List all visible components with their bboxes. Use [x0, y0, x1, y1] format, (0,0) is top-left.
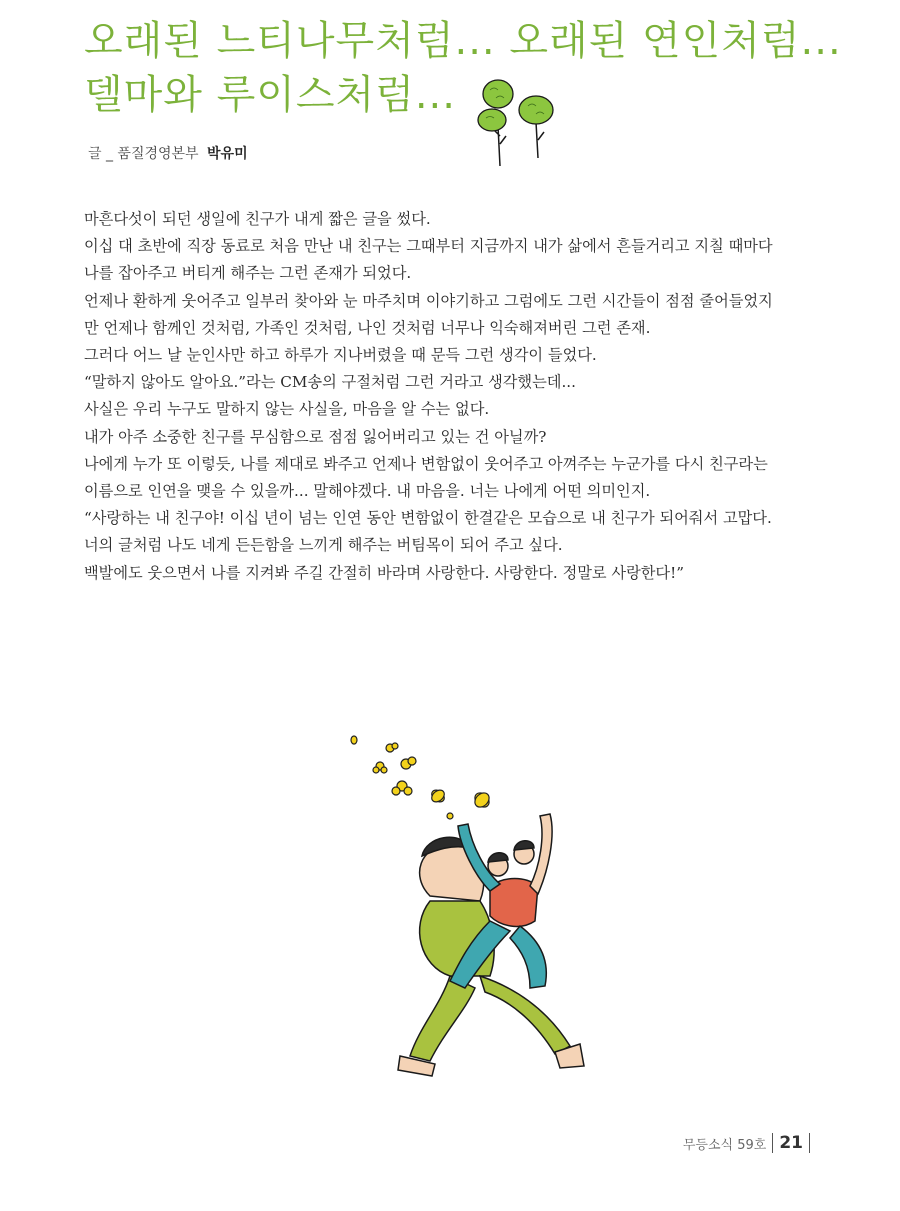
- title-line-1: 오래된 느티나무처럼... 오래된 연인처럼...: [84, 18, 842, 64]
- tree-icon: [476, 74, 566, 170]
- footer-divider: [809, 1133, 810, 1153]
- body-line: 이십 대 초반에 직장 동료로 처음 만난 내 친구는 그때부터 지금까지 내가 삶에서 흔들거리고 지칠 때마다: [84, 237, 773, 256]
- body-line: 나를 잡아주고 버티게 해주는 그런 존재가 되었다.: [84, 264, 412, 283]
- body-line: 언제나 환하게 웃어주고 일부러 찾아와 눈 마주치며 이야기하고 그럼에도 그런 시간들이 점점 줄어들었지: [84, 291, 773, 310]
- page-footer: [683, 1133, 816, 1153]
- body-line: 그러다 어느 날 눈인사만 하고 하루가 지나버렸을 때 문득 그런 생각이 들었다.: [84, 346, 597, 365]
- title-line-2: 델마와 루이스처럼...: [84, 72, 456, 118]
- flower-icons: [351, 736, 492, 819]
- body-line: 내가 아주 소중한 친구를 무심함으로 점점 잃어버리고 있는 건 아닐까?: [84, 427, 547, 446]
- body-line: 마흔다섯이 되던 생일에 친구가 내게 짧은 글을 썼다.: [84, 210, 431, 228]
- article-title: [84, 14, 842, 122]
- byline-author: 박유미: [207, 146, 248, 162]
- body-line: 만 언제나 함께인 것처럼, 가족인 것처럼, 나인 것처럼 너무나 익숙해져버린 그런 존재.: [84, 318, 651, 337]
- article-body: [84, 206, 824, 587]
- byline: [88, 143, 248, 163]
- body-line: 너의 글처럼 나도 네게 든든함을 느끼게 해주는 버팀목이 되어 주고 싶다.: [84, 536, 563, 555]
- body-line: 나에게 누가 또 이렇듯, 나를 제대로 봐주고 언제나 변함없이 웃어주고 아껴주는 누군가를 다시 친구라는: [84, 454, 768, 473]
- footer-divider: [772, 1133, 773, 1153]
- body-line: “말하지 않아도 알아요.”라는 CM송의 구절처럼 그런 거라고 생각했는데...: [84, 373, 576, 392]
- publication-name: 무등소식 59호: [682, 1137, 767, 1153]
- body-line: 이름으로 인연을 맺을 수 있을까... 말해야겠다. 내 마음을. 너는 나에게 어떤 의미인지.: [84, 482, 651, 501]
- body-line: “사랑하는 내 친구야! 이십 년이 넘는 인연 동안 변함없이 한결같은 모습으로 내 친구가 되어줘서 고맙다.: [84, 509, 772, 528]
- friends-carrying-illustration: [340, 726, 610, 1086]
- byline-prefix: 글 _ 품질경영본부: [88, 146, 199, 162]
- page-number: 21: [779, 1133, 803, 1153]
- body-line: 백발에도 웃으면서 나를 지켜봐 주길 간절히 바라며 사랑한다. 사랑한다. 정말로 사랑한다!”: [84, 563, 684, 582]
- body-line: 사실은 우리 누구도 말하지 않는 사실을, 마음을 알 수는 없다.: [84, 400, 490, 419]
